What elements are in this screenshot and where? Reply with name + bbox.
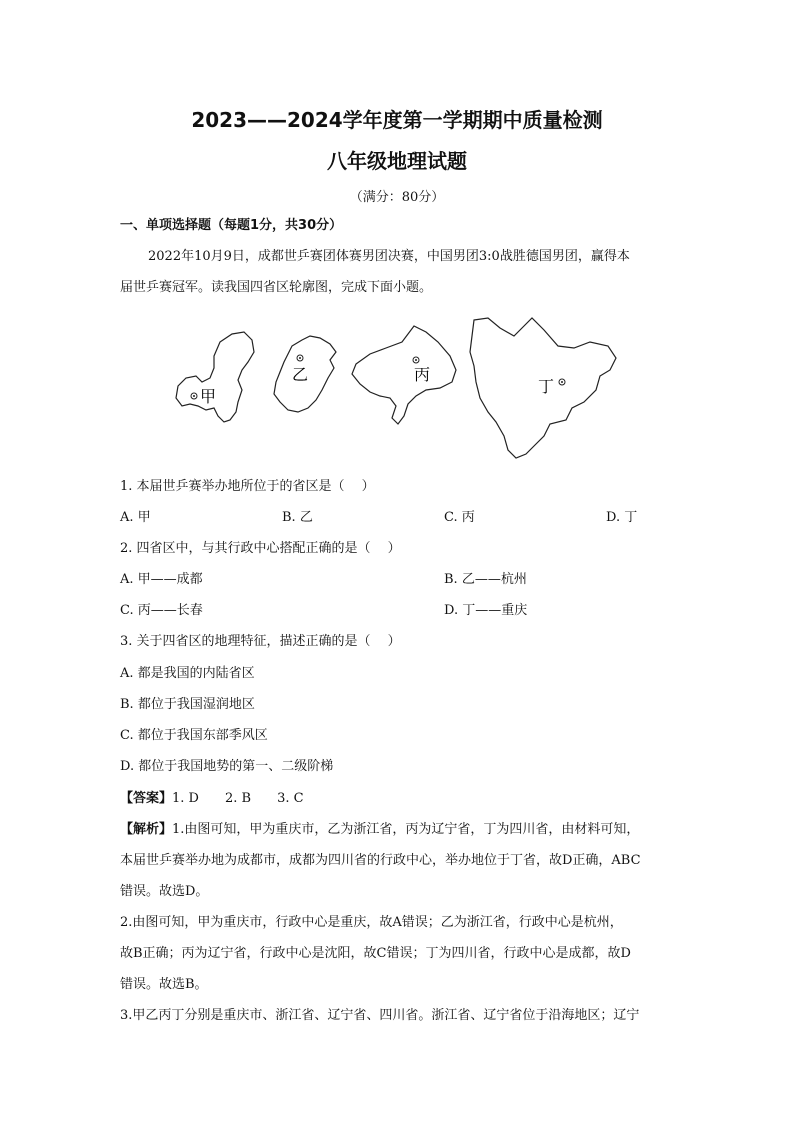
label-yi: 乙: [292, 365, 309, 384]
analysis-text-1: 1.由图可知，甲为重庆市，乙为浙江省，丙为辽宁省，丁为四川省，由材料可知，: [172, 822, 640, 837]
province-bing: [352, 326, 456, 424]
exam-title: 2023——2024学年度第一学期期中质量检测: [191, 108, 603, 132]
province-outline-map: [170, 312, 630, 464]
intro-line-2: 届世乒赛冠军。读我国四省区轮廓图，完成下面小题。: [120, 280, 433, 295]
label-bing: 丙: [414, 365, 431, 384]
analysis-line-3: 错误。故选D。: [120, 884, 209, 899]
question-2-option-c: C. 丙——长春: [120, 603, 203, 618]
analysis-line-2: 本届世乒赛举办地为成都市，成都为四川省的行政中心，举办地位于丁省，故D正确，ABC: [120, 853, 641, 868]
label-ding: 丁: [538, 377, 555, 396]
question-3-option-a: A. 都是我国的内陆省区: [120, 666, 255, 681]
question-2-stem: 2. 四省区中，与其行政中心搭配正确的是（ ）: [120, 541, 401, 556]
analysis-line-1: [120, 821, 639, 839]
question-1-option-a: A. 甲: [120, 510, 151, 525]
exam-subtitle: 八年级地理试题: [327, 149, 467, 173]
question-3-stem: 3. 关于四省区的地理特征，描述正确的是（ ）: [120, 634, 401, 649]
analysis-line-7: 3.甲乙丙丁分别是重庆市、浙江省、辽宁省、四川省。浙江省、辽宁省位于沿海地区；辽宁: [120, 1008, 640, 1023]
answer-line: [120, 790, 304, 808]
question-1-stem: 1. 本届世乒赛举办地所位于的省区是（ ）: [120, 479, 375, 494]
answer-text: 1. D 2. B 3. C: [172, 791, 304, 806]
question-2-option-b: B. 乙——杭州: [444, 572, 527, 587]
analysis-line-4: 2.由图可知，甲为重庆市，行政中心是重庆，故A错误；乙为浙江省，行政中心是杭州，: [120, 915, 623, 930]
question-2-option-d: D. 丁——重庆: [444, 603, 528, 618]
question-2-option-a: A. 甲——成都: [120, 572, 203, 587]
province-jia: [176, 332, 254, 422]
analysis-line-6: 错误。故选B。: [120, 977, 208, 992]
answer-tag: 【答案】: [120, 791, 173, 806]
question-3-option-d: D. 都位于我国地势的第一、二级阶梯: [120, 759, 334, 774]
analysis-line-5: 故B正确；丙为辽宁省，行政中心是沈阳，故C错误；丁为四川省，行政中心是成都，故D: [120, 946, 631, 961]
question-1-option-d: D. 丁: [606, 510, 638, 525]
province-ding: [470, 318, 616, 458]
question-3-option-c: C. 都位于我国东部季风区: [120, 728, 268, 743]
label-jia: 甲: [200, 387, 217, 406]
question-1-option-c: C. 丙: [444, 510, 475, 525]
intro-line-1: 2022年10月9日，成都世乒赛团体赛男团决赛，中国男团3:0战胜德国男团，赢得本: [148, 249, 630, 264]
analysis-tag: 【解析】: [120, 822, 173, 837]
question-3-option-b: B. 都位于我国湿润地区: [120, 697, 255, 712]
section-heading: 一、单项选择题（每题1分，共30分）: [120, 218, 343, 233]
question-1-option-b: B. 乙: [282, 510, 313, 525]
full-score: （满分：80分）: [349, 190, 445, 205]
province-yi: [274, 336, 336, 412]
